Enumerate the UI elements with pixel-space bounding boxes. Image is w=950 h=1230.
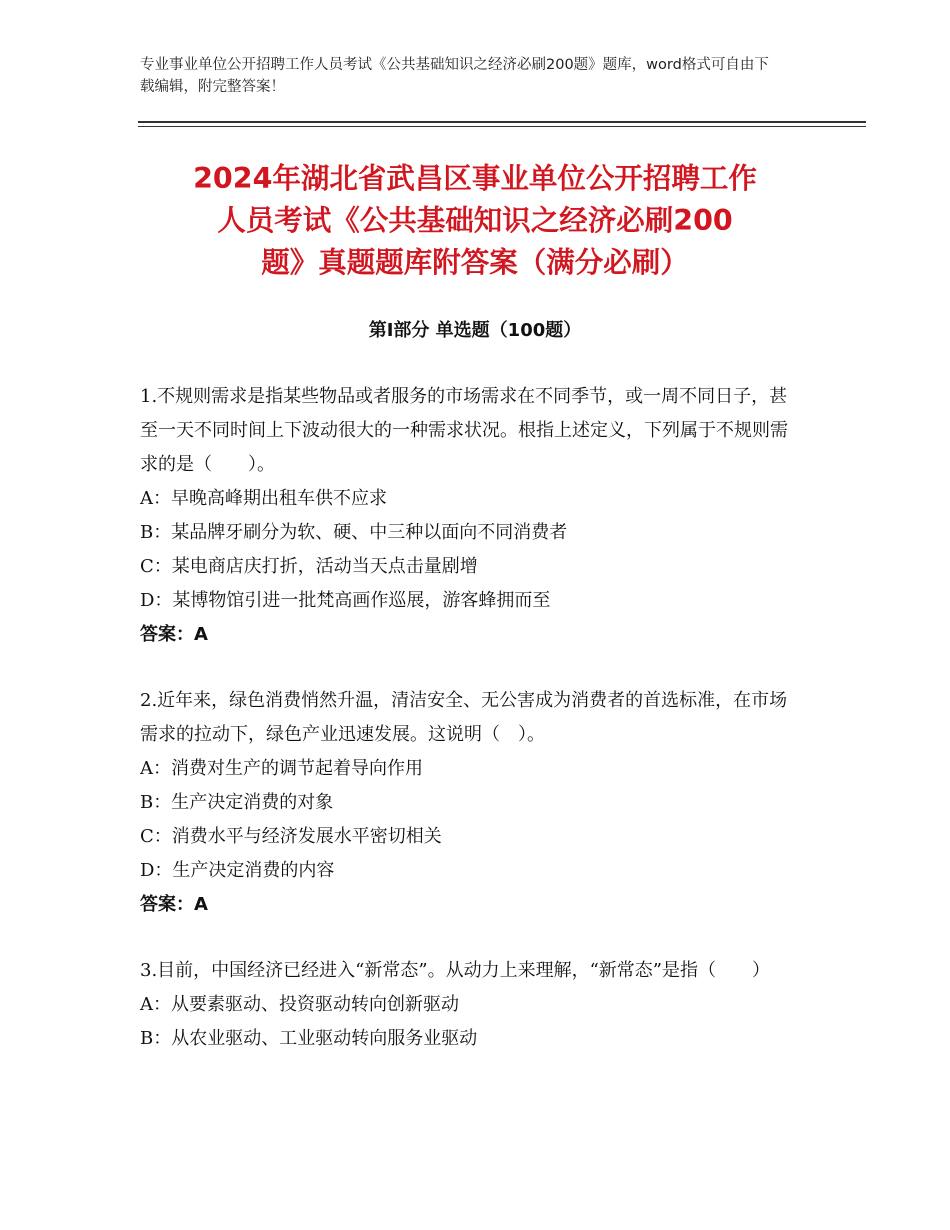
title-line-1: 2024年湖北省武昌区事业单位公开招聘工作 <box>193 162 757 195</box>
question-2 <box>140 684 800 922</box>
question-1 <box>140 380 800 652</box>
option-b: B：从农业驱动、工业驱动转向服务业驱动 <box>140 1028 478 1049</box>
answer: 答案：A <box>140 624 208 645</box>
title-line-3: 题》真题题库附答案（满分必刷） <box>261 246 689 279</box>
option-b: B：生产决定消费的对象 <box>140 792 334 813</box>
section-title: 第Ⅰ部分 单选题（100题） <box>368 320 582 341</box>
answer: 答案：A <box>140 894 208 915</box>
option-c: C：某电商店庆打折，活动当天点击量剧增 <box>140 556 478 577</box>
option-d: D：某博物馆引进一批梵高画作巡展，游客蜂拥而至 <box>140 590 551 611</box>
header-note: 专业事业单位公开招聘工作人员考试《公共基础知识之经济必刷200题》题库，word格式可自由下载编辑，附完整答案！ <box>140 57 769 95</box>
header-rule-thin <box>138 126 866 127</box>
title-line-2: 人员考试《公共基础知识之经济必刷200 <box>217 204 733 237</box>
document-title <box>100 158 850 284</box>
question-stem: 3.目前，中国经济已经进入“新常态”。从动力上来理解，“新常态”是指（ ） <box>140 960 770 981</box>
option-d: D：生产决定消费的内容 <box>140 860 335 881</box>
question-stem: 2.近年来，绿色消费悄然升温，清洁安全、无公害成为消费者的首选标准，在市场需求的拉动下，绿色产业迅速发展。这说明（ ）。 <box>140 690 788 745</box>
question-3 <box>140 954 800 1056</box>
option-a: A：消费对生产的调节起着导向作用 <box>140 758 423 779</box>
option-b: B：某品牌牙刷分为软、硬、中三种以面向不同消费者 <box>140 522 568 543</box>
question-stem: 1.不规则需求是指某些物品或者服务的市场需求在不同季节，或一周不同日子，甚至一天不同时间上下波动很大的一种需求状况。根指上述定义，下列属于不规则需求的是（ ）。 <box>140 386 788 475</box>
header-rule-thick <box>138 121 866 123</box>
option-a: A：从要素驱动、投资驱动转向创新驱动 <box>140 994 459 1015</box>
option-c: C：消费水平与经济发展水平密切相关 <box>140 826 442 847</box>
option-a: A：早晚高峰期出租车供不应求 <box>140 488 387 509</box>
question-list <box>140 380 800 1088</box>
